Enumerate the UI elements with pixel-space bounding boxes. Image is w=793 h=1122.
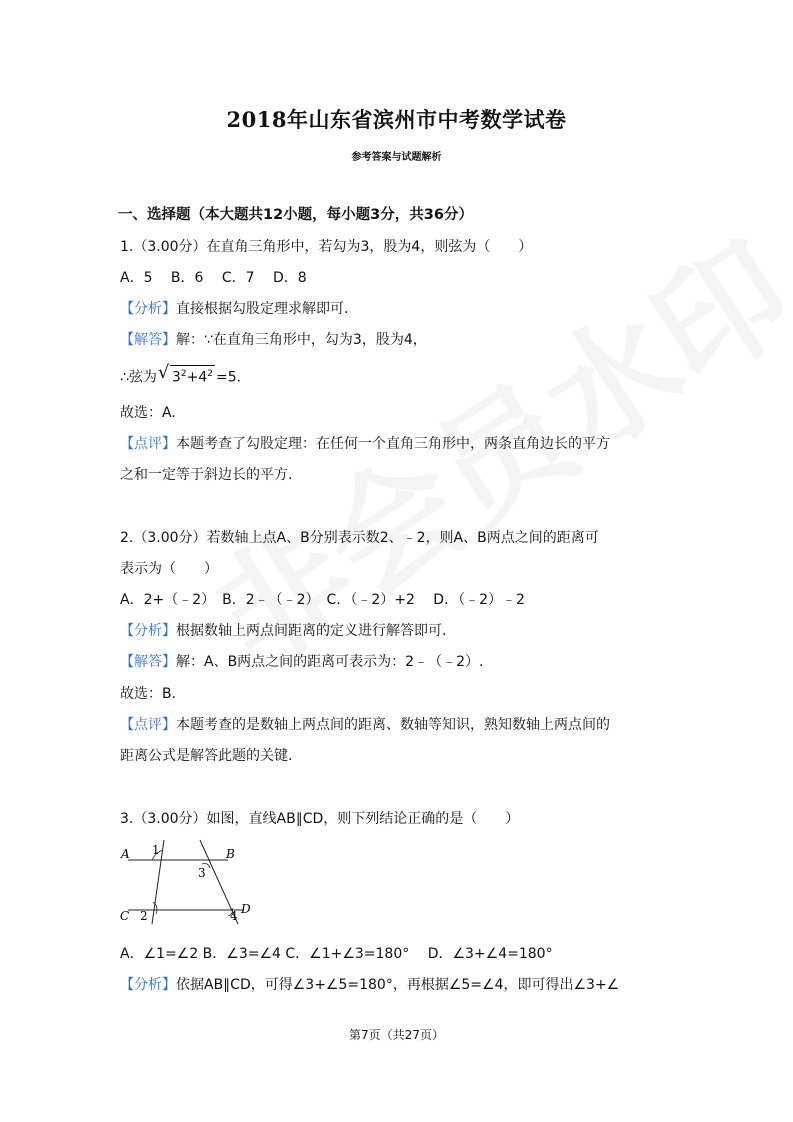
comment-text: 本题考查了勾股定理：在任何一个直角三角形中，两条直角边长的平方 [176,436,610,452]
radical-sign: √ [157,362,170,383]
parallel-lines-figure [116,838,256,924]
formula-prefix: ∴弦为 [120,369,157,386]
answer-text: 解：A、B两点之间的距离可表示为：2﹣（﹣2）. [176,654,484,670]
analysis-tag: 【分析】 [120,301,176,317]
q2-answer [120,652,483,672]
label-a: A [121,847,130,861]
q2-choice: 故选：B. [120,686,177,702]
answer-tag: 【解答】 [120,332,176,348]
q2-comment [120,715,610,735]
formula-term-a: 3 [171,369,181,386]
angle-3-label: 3 [198,866,206,880]
q3-stem: 3.（3.00分）如图，直线AB∥CD，则下列结论正确的是（ ） [120,811,520,827]
q1-comment [120,434,610,454]
q2-analysis [120,621,446,641]
analysis-text: 直接根据勾股定理求解即可. [176,301,349,317]
q3-options: A．∠1=∠2 B．∠3=∠4 C．∠1+∠3=180° D．∠3+∠4=180° [120,946,553,962]
analysis-text: 根据数轴上两点间距离的定义进行解答即可. [176,623,447,639]
page-subtitle: 参考答案与试题解析 [351,152,442,163]
analysis-tag: 【分析】 [120,977,176,993]
q1-comment-cont: 之和一定等于斜边长的平方. [120,467,293,483]
q1-formula [120,362,242,388]
answer-text: 解：∵在直角三角形中，勾为3，股为4， [176,332,427,348]
angle-4-label: 4 [230,909,238,923]
q1-answer [120,330,427,350]
page-title: 2018年山东省滨州市中考数学试卷 [226,107,567,132]
formula-suffix: =5. [215,369,242,386]
q2-stem-cont: 表示为（ ） [120,561,218,577]
exponent: 2 [180,369,187,379]
q2-comment-cont: 距离公式是解答此题的关键. [120,748,293,764]
q1-stem: 1.（3.00分）在直角三角形中，若勾为3，股为4，则弦为（ ） [120,239,533,255]
q3-analysis [120,975,619,995]
q1-options: A．5 B．6 C．7 D．8 [120,270,307,286]
angle-2-label: 2 [140,909,148,923]
q1-analysis [120,299,348,319]
label-d: D [241,902,251,916]
analysis-text: 依据AB∥CD，可得∠3+∠5=180°，再根据∠5=∠4，即可得出∠3+∠ [176,977,620,993]
analysis-tag: 【分析】 [120,623,176,639]
page-footer: 第7页（共27页） [349,1028,444,1042]
comment-tag: 【点评】 [120,436,176,452]
section-heading: 一、选择题（本大题共12小题，每小题3分，共36分） [118,207,473,223]
plus-sign: + [186,369,199,386]
label-c: C [120,909,130,923]
answer-tag: 【解答】 [120,654,176,670]
sqrt-expression [157,362,215,388]
label-b: B [226,847,235,861]
comment-tag: 【点评】 [120,717,176,733]
exponent: 2 [207,369,213,379]
angle-1-label: 1 [152,843,160,857]
comment-text: 本题考查的是数轴上两点间的距离、数轴等知识，熟知数轴上两点间的 [176,717,610,733]
q2-stem: 2.（3.00分）若数轴上点A、B分别表示数2、﹣2，则A、B两点之间的距离可 [120,530,599,546]
formula-term-b: 4 [198,369,208,386]
q1-choice: 故选：A. [120,405,176,421]
q2-options: A．2+（﹣2） B．2﹣（﹣2） C．（﹣2）+2 D．（﹣2）﹣2 [120,592,525,608]
